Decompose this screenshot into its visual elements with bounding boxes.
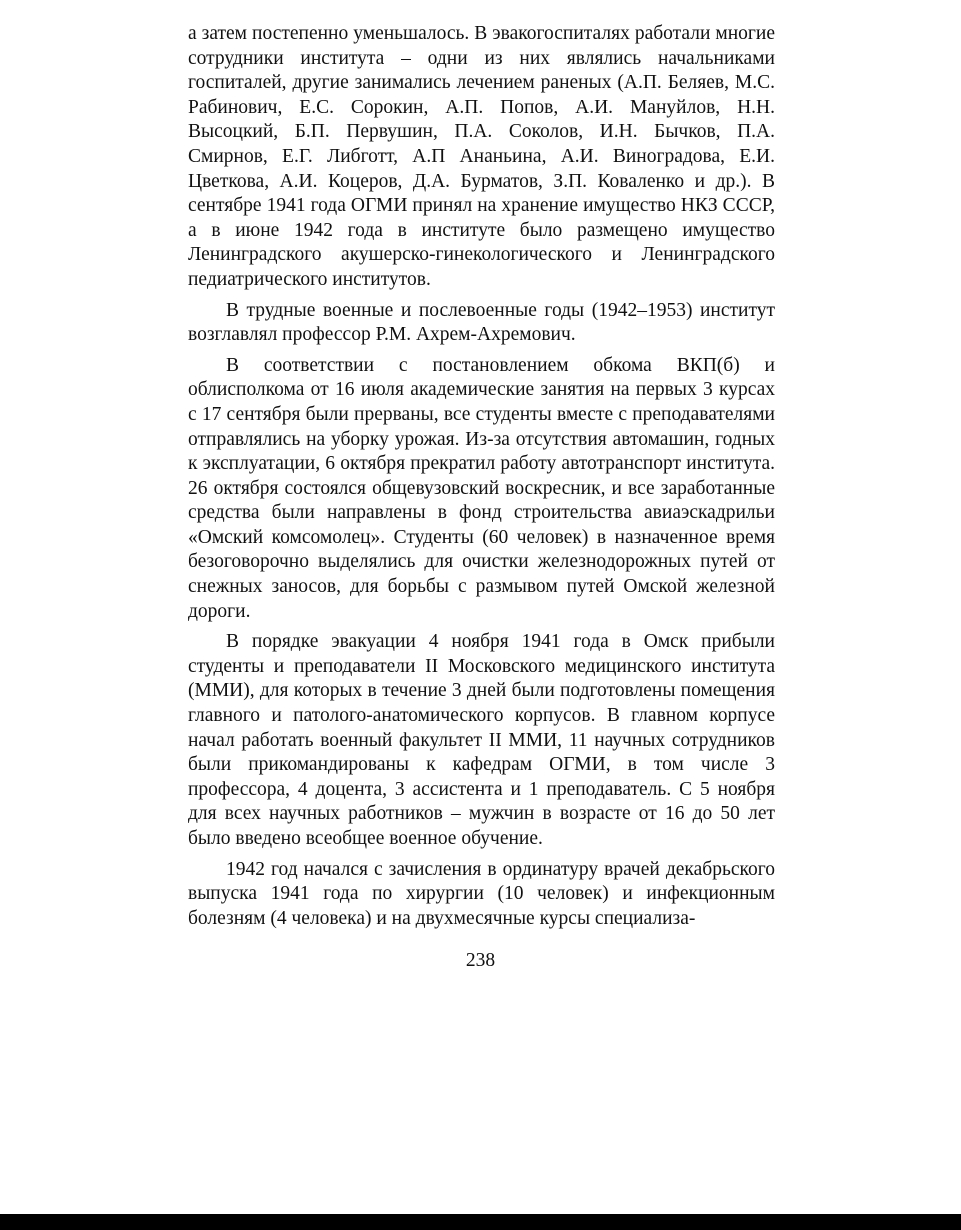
paragraph-4: В порядке эвакуации 4 ноября 1941 года в Омск прибыли студенты и преподаватели II Московского медицинского института (ММИ), для которых в течение 3 дней были подготовлены помещения главного и патолого-анатомического корпусов. В главном корпусе начал работать военный факультет II ММИ, 11 научных сотрудников были прикомандированы к кафедрам ОГМИ, в том числе 3 профессора, 4 доцента, 3 ассистента и 1 преподаватель. С 5 ноября для всех научных работников – мужчин в возрасте от 16 до 50 лет было введено всеобщее военное обучение.	[188, 631, 775, 849]
body-text	[188, 22, 775, 937]
paragraph-1: а затем постепенно уменьшалось. В эвакогоспиталях работали многие сотрудники института – одни из них являлись начальниками госпиталей, другие занимались лечением раненых (А.П. Беляев, М.С. Рабинович, Е.С. Сорокин, А.П. Попов, А.И. Мануйлов, Н.Н. Высоцкий, Б.П. Первушин, П.А. Соколов, И.Н. Бычков, П.А. Смирнов, Е.Г. Либготт, А.П Ананьина, А.И. Виноградова, Е.И. Цветкова, А.И. Коцеров, Д.А. Бурматов, З.П. Коваленко и др.). В сентябре 1941 года ОГМИ принял на хранение имущество НКЗ СССР, а в июне 1942 года в институте было размещено имущество Ленинградского акушерско-гинекологического и Ленинградского педиатрического институтов.	[188, 23, 775, 290]
page-number: 238	[465, 950, 496, 971]
paragraph-2: В трудные военные и послевоенные годы (1942–1953) институт возглавлял профессор Р.М. Ахрем-Ахремович.	[188, 299, 775, 346]
paragraph-5: 1942 год начался с зачисления в ординатуру врачей декабрьского выпуска 1941 года по хирургии (10 человек) и инфекционным болезням (4 человека) и на двухмесячные курсы специализа-	[188, 858, 775, 929]
bottom-scan-edge	[0, 1214, 961, 1230]
paragraph-3: В соответствии с постановлением обкома ВКП(б) и облисполкома от 16 июля академические занятия на первых 3 курсах с 17 сентября были прерваны, все студенты вместе с преподавателями отправлялись на уборку урожая. Из-за отсутствия автомашин, годных к эксплуатации, 6 октября прекратил работу автотранспорт института. 26 октября состоялся общевузовский воскресник, и все заработанные средства были направлены в фонд строительства авиаэскадрильи «Омский комсомолец». Студенты (60 человек) в назначенное время безоговорочно выделялись для очистки железнодорожных путей от снежных заносов, для борьбы с размывом путей Омской железной дороги.	[188, 354, 775, 622]
